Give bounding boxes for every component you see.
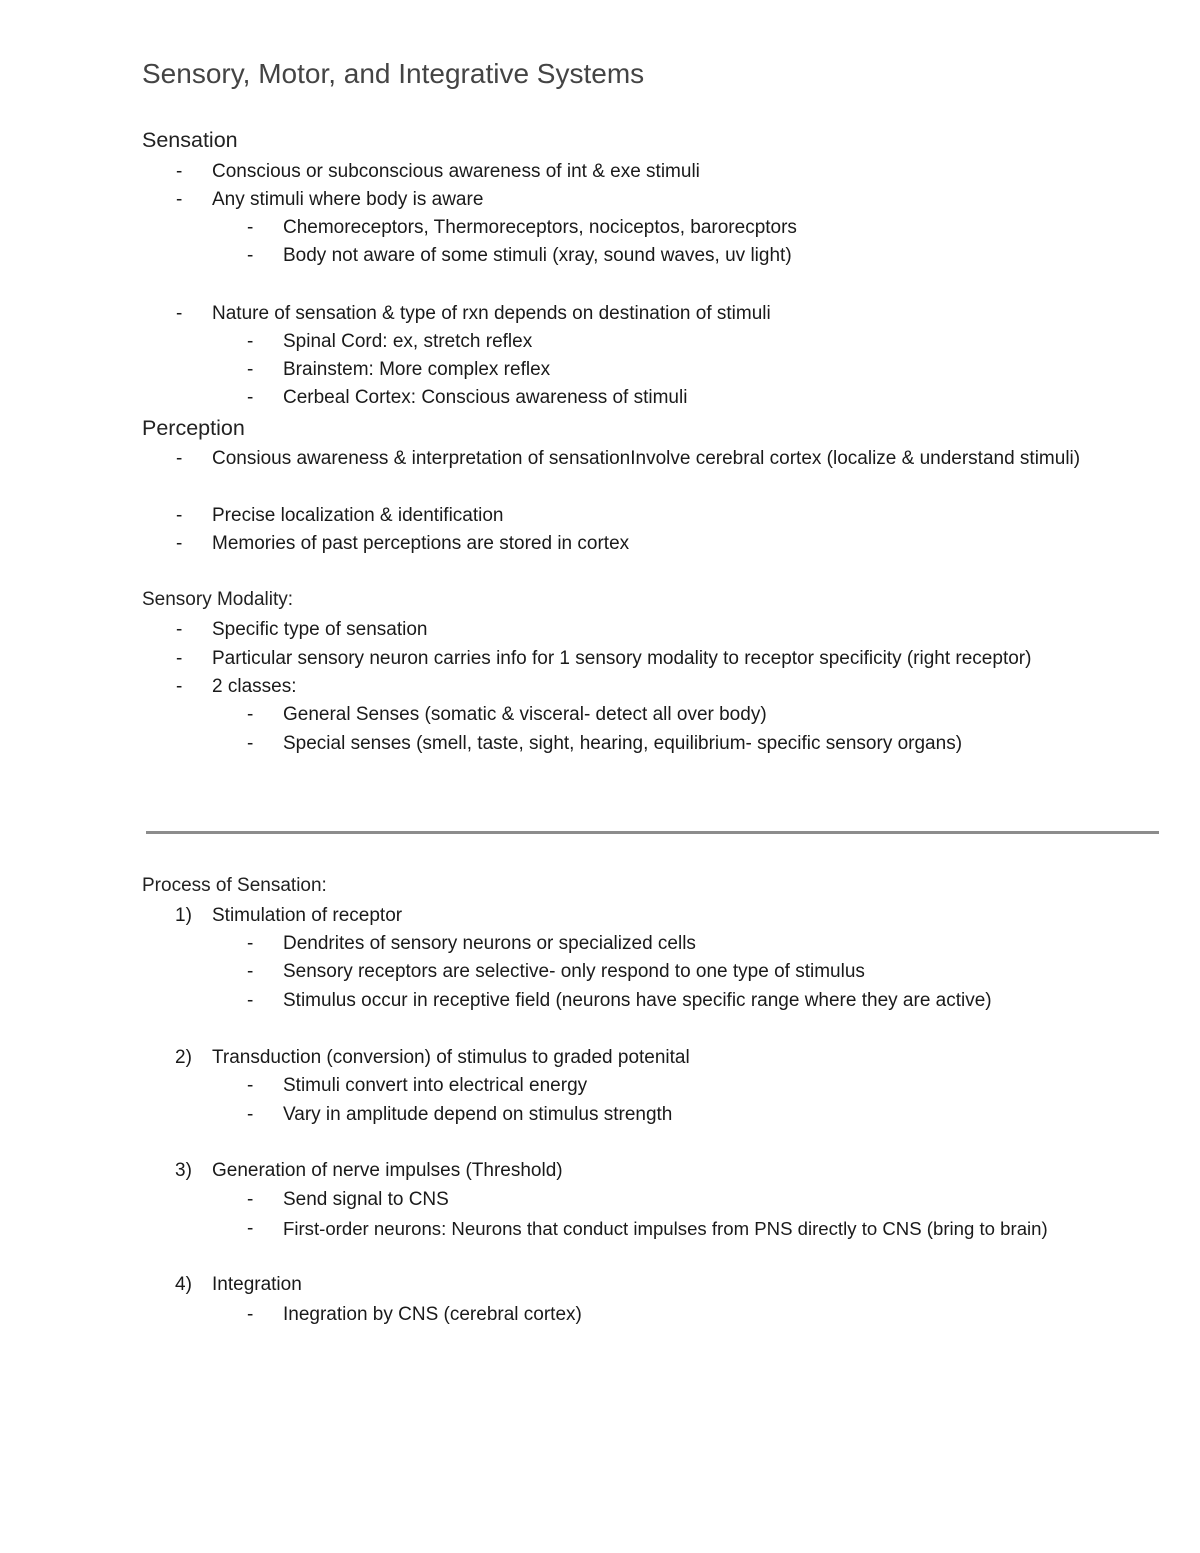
bullet-dash: -: [176, 619, 183, 640]
list-item: - Any stimuli where body is aware: [212, 186, 483, 214]
step-number: 3): [175, 1160, 192, 1181]
bullet-dash: -: [176, 505, 183, 526]
list-item: - Consious awareness & interpretation of sensationInvolve cerebral cortex (localize & understand stimuli): [212, 445, 1142, 473]
horizontal-divider: [146, 831, 1159, 834]
list-item: - Stimuli convert into electrical energy: [283, 1072, 587, 1100]
bullet-dash: -: [176, 448, 183, 469]
list-item: - Sensory receptors are selective- only respond to one type of stimulus: [283, 958, 865, 986]
modality-heading: Sensory Modality:: [142, 589, 294, 610]
bullet-dash: -: [247, 1075, 254, 1096]
bullet-dash: -: [247, 331, 254, 352]
numbered-step: 1) Stimulation of receptor: [212, 902, 402, 930]
list-item: - Vary in amplitude depend on stimulus strength: [283, 1101, 672, 1129]
list-item: - 2 classes:: [212, 673, 296, 701]
bullet-dash: -: [176, 648, 183, 669]
bullet-dash: -: [247, 359, 254, 380]
bullet-dash: -: [247, 704, 254, 725]
bullet-dash: -: [247, 733, 254, 754]
list-item: - Nature of sensation & type of rxn depends on destination of stimuli: [212, 300, 771, 328]
bullet-dash: -: [176, 161, 183, 182]
step-number: 2): [175, 1047, 192, 1068]
list-item: - Stimulus occur in receptive field (neurons have specific range where they are active): [283, 987, 992, 1015]
bullet-dash: -: [247, 990, 254, 1011]
numbered-step: 3) Generation of nerve impulses (Threshold): [212, 1157, 563, 1185]
list-item: - Cerbeal Cortex: Conscious awareness of stimuli: [283, 384, 687, 412]
list-item: - Precise localization & identification: [212, 502, 504, 530]
list-item: - Dendrites of sensory neurons or specialized cells: [283, 930, 696, 958]
bullet-dash: -: [247, 933, 254, 954]
bullet-dash: -: [247, 1104, 254, 1125]
bullet-dash: -: [176, 189, 183, 210]
list-item: - Special senses (smell, taste, sight, hearing, equilibrium- specific sensory organs): [283, 730, 962, 758]
document-title: Sensory, Motor, and Integrative Systems: [142, 58, 645, 89]
list-item: - Brainstem: More complex reflex: [283, 356, 550, 384]
bullet-dash: -: [247, 1189, 254, 1210]
list-item: - Memories of past perceptions are stored in cortex: [212, 530, 629, 558]
perception-heading: Perception: [142, 416, 245, 440]
step-number: 4): [175, 1274, 192, 1295]
bullet-dash: -: [247, 245, 254, 266]
bullet-dash: -: [176, 533, 183, 554]
list-item: - Body not aware of some stimuli (xray, sound waves, uv light): [283, 242, 792, 270]
bullet-dash: -: [247, 961, 254, 982]
list-item: - Specific type of sensation: [212, 616, 427, 644]
numbered-step: 2) Transduction (conversion) of stimulus to graded potenital: [212, 1044, 690, 1072]
bullet-dash: -: [247, 217, 254, 238]
process-heading: Process of Sensation:: [142, 875, 327, 896]
list-item: - Inegration by CNS (cerebral cortex): [283, 1301, 582, 1329]
list-item: - First-order neurons: Neurons that conduct impulses from PNS directly to CNS (bring to brain): [283, 1215, 1048, 1244]
sensation-heading: Sensation: [142, 128, 238, 152]
bullet-dash: -: [176, 676, 183, 697]
list-item: - Send signal to CNS: [283, 1186, 449, 1214]
list-item: - Particular sensory neuron carries info for 1 sensory modality to receptor specificity (right receptor): [212, 645, 1031, 673]
list-item: - General Senses (somatic & visceral- detect all over body): [283, 701, 767, 729]
bullet-dash: -: [247, 387, 254, 408]
bullet-dash: -: [247, 1304, 254, 1325]
bullet-dash: -: [176, 303, 183, 324]
numbered-step: 4) Integration: [212, 1271, 302, 1299]
bullet-dash: -: [247, 1218, 254, 1239]
step-number: 1): [175, 905, 192, 926]
list-item: - Chemoreceptors, Thermoreceptors, nociceptos, barorecptors: [283, 214, 797, 242]
list-item: - Conscious or subconscious awareness of int & exe stimuli: [212, 158, 700, 186]
list-item: - Spinal Cord: ex, stretch reflex: [283, 328, 532, 356]
